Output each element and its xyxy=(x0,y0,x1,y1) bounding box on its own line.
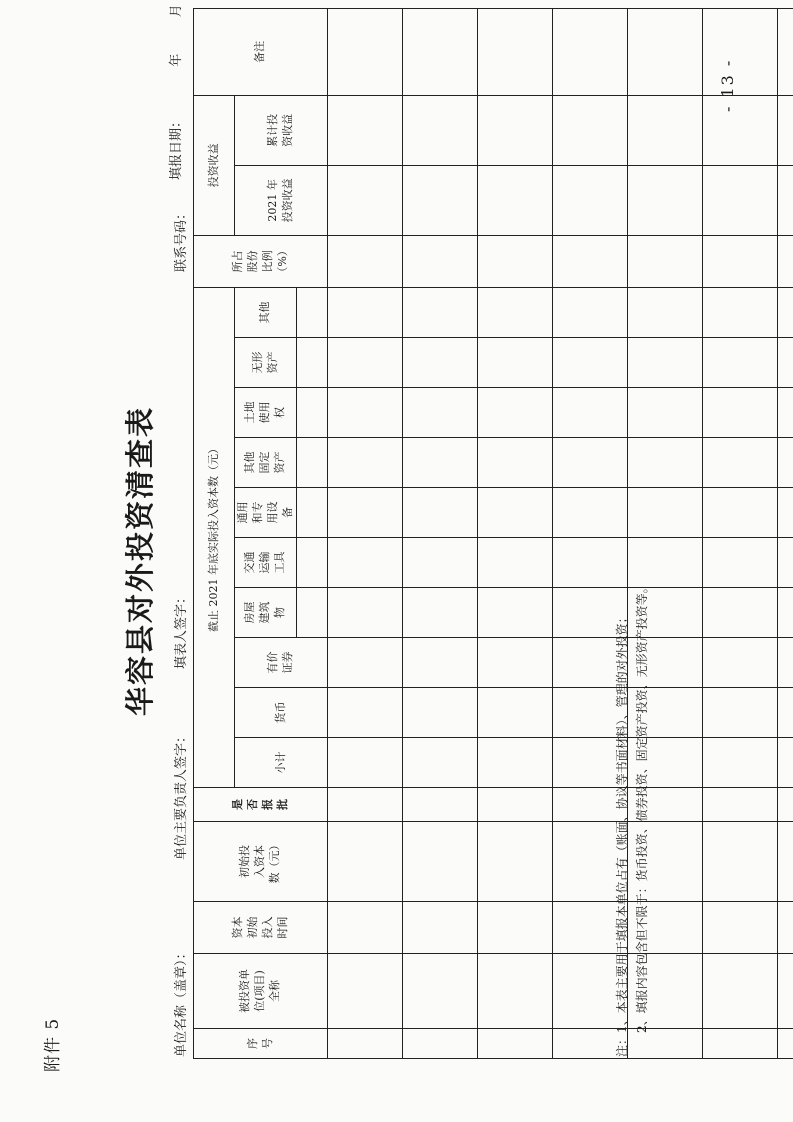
header-return-2021: 2021 年 投资收益 xyxy=(235,165,328,235)
header-land-use: 土地 使用 权 xyxy=(235,388,297,438)
table-cell[interactable] xyxy=(553,538,628,588)
table-cell[interactable] xyxy=(403,638,478,688)
header-spacer xyxy=(297,538,328,588)
table-cell[interactable] xyxy=(478,588,553,638)
table-cell[interactable] xyxy=(478,438,553,488)
table-cell[interactable] xyxy=(778,588,793,638)
table-cell[interactable] xyxy=(328,788,403,822)
table-cell[interactable] xyxy=(403,902,478,954)
table-row xyxy=(478,8,553,1058)
table-cell[interactable] xyxy=(778,488,793,538)
table-cell[interactable] xyxy=(478,165,553,235)
table-cell[interactable] xyxy=(703,902,778,954)
table-cell[interactable] xyxy=(328,1029,403,1059)
header-spacer xyxy=(297,388,328,438)
header-buildings: 房屋 建筑 物 xyxy=(235,588,297,638)
unit-name-label: 单位名称（盖章）： xyxy=(174,946,189,1057)
table-cell[interactable] xyxy=(703,1029,778,1059)
table-cell[interactable] xyxy=(628,338,703,388)
table-cell[interactable] xyxy=(553,165,628,235)
table-cell[interactable] xyxy=(778,338,793,388)
table-cell[interactable] xyxy=(328,438,403,488)
table-cell[interactable] xyxy=(628,8,703,95)
note-1: 注：1、本表主要用于填报本单位占有（账面、协议等书面材料）、管理的对外投资； xyxy=(615,611,629,1057)
header-remark: 备注 xyxy=(194,8,328,95)
table-cell[interactable] xyxy=(778,388,793,438)
header-intangible: 无形 资产 xyxy=(235,338,297,388)
table-cell[interactable] xyxy=(553,287,628,337)
table-cell[interactable] xyxy=(778,8,793,95)
table-cell[interactable] xyxy=(553,388,628,438)
table-cell[interactable] xyxy=(328,638,403,688)
header-spacer xyxy=(297,488,328,538)
table-cell[interactable] xyxy=(703,954,778,1029)
table-cell[interactable] xyxy=(403,235,478,287)
fill-date xyxy=(165,0,184,180)
table-cell[interactable] xyxy=(778,165,793,235)
header-securities: 有价 证券 xyxy=(235,638,328,688)
table-cell[interactable] xyxy=(328,588,403,638)
table-row xyxy=(403,8,478,1058)
table-cell[interactable] xyxy=(478,287,553,337)
table-cell[interactable] xyxy=(778,1029,793,1059)
table-cell[interactable] xyxy=(403,788,478,822)
header-actual-investment: 截止 2021 年底实际投入资本数（元） xyxy=(194,287,235,787)
header-seq: 序 号 xyxy=(194,1029,328,1059)
table-cell[interactable] xyxy=(403,95,478,165)
table-cell[interactable] xyxy=(778,688,793,738)
header-init-amount: 初始投 入资本 数（元） xyxy=(194,822,328,902)
fill-date-label: 填报日期： xyxy=(169,114,184,180)
page-number: - 13 - xyxy=(718,58,737,112)
month-label: 月 xyxy=(169,4,184,18)
table-cell[interactable] xyxy=(628,235,703,287)
table-cell[interactable] xyxy=(628,488,703,538)
table-cell[interactable] xyxy=(328,688,403,738)
table-cell[interactable] xyxy=(703,95,778,165)
table-cell[interactable] xyxy=(703,388,778,438)
table-cell[interactable] xyxy=(403,165,478,235)
header-spacer xyxy=(297,438,328,488)
table-cell[interactable] xyxy=(553,488,628,538)
table-cell[interactable] xyxy=(478,1029,553,1059)
table-cell[interactable] xyxy=(553,438,628,488)
page-title: 华容县对外投资清查表 xyxy=(123,406,157,717)
table-cell[interactable] xyxy=(778,738,793,788)
table-cell[interactable] xyxy=(703,438,778,488)
table-row xyxy=(328,8,403,1058)
table-cell[interactable] xyxy=(703,822,778,902)
table-cell[interactable] xyxy=(478,788,553,822)
table-cell[interactable] xyxy=(628,287,703,337)
header-subtotal: 小计 xyxy=(235,738,328,788)
contact-label: 联系号码： xyxy=(174,206,189,272)
table-cell[interactable] xyxy=(478,338,553,388)
table-cell[interactable] xyxy=(703,287,778,337)
header-spacer xyxy=(297,588,328,638)
investment-table xyxy=(193,8,793,1059)
header-init-time: 资本 初始 投入 时间 xyxy=(194,902,328,954)
table-cell[interactable] xyxy=(328,338,403,388)
table-cell[interactable] xyxy=(328,8,403,95)
table-cell[interactable] xyxy=(478,954,553,1029)
table-cell[interactable] xyxy=(403,954,478,1029)
table-cell[interactable] xyxy=(703,788,778,822)
table-cell[interactable] xyxy=(403,338,478,388)
table-cell[interactable] xyxy=(628,388,703,438)
header-spacer xyxy=(297,338,328,388)
table-cell[interactable] xyxy=(778,822,793,902)
table-cell[interactable] xyxy=(703,738,778,788)
table-cell[interactable] xyxy=(328,95,403,165)
table-cell[interactable] xyxy=(328,954,403,1029)
table-cell[interactable] xyxy=(778,788,793,822)
table-cell[interactable] xyxy=(403,8,478,95)
table-cell[interactable] xyxy=(778,954,793,1029)
table-cell[interactable] xyxy=(703,688,778,738)
principal-signature-label: 单位主要负责人签字： xyxy=(174,729,189,860)
table-cell[interactable] xyxy=(778,95,793,165)
table-cell[interactable] xyxy=(553,95,628,165)
table-cell[interactable] xyxy=(478,638,553,688)
table-cell[interactable] xyxy=(703,638,778,688)
table-cell[interactable] xyxy=(328,738,403,788)
table-cell[interactable] xyxy=(403,438,478,488)
filler-signature-label: 填表人签字： xyxy=(174,590,189,669)
table-cell[interactable] xyxy=(403,588,478,638)
table-cell[interactable] xyxy=(478,902,553,954)
table-cell[interactable] xyxy=(328,165,403,235)
header-investment-return: 投资收益 xyxy=(194,95,235,235)
table-cell[interactable] xyxy=(553,338,628,388)
table-cell[interactable] xyxy=(703,235,778,287)
table-cell[interactable] xyxy=(478,388,553,438)
table-cell[interactable] xyxy=(553,8,628,95)
header-approved: 是 否 报 批 xyxy=(194,788,328,822)
table-cell[interactable] xyxy=(703,338,778,388)
table-cell[interactable] xyxy=(778,902,793,954)
table-cell[interactable] xyxy=(478,235,553,287)
header-other: 其他 xyxy=(235,287,297,337)
table-cell[interactable] xyxy=(328,235,403,287)
table-cell[interactable] xyxy=(703,588,778,638)
table-cell[interactable] xyxy=(403,738,478,788)
table-cell[interactable] xyxy=(703,538,778,588)
table-row xyxy=(703,8,778,1058)
table-cell[interactable] xyxy=(778,538,793,588)
table-cell[interactable] xyxy=(703,165,778,235)
table-cell[interactable] xyxy=(478,822,553,902)
header-equipment: 通用 和专 用设 备 xyxy=(235,488,297,538)
table-cell[interactable] xyxy=(403,488,478,538)
table-cell[interactable] xyxy=(628,95,703,165)
table-cell[interactable] xyxy=(478,538,553,588)
table-cell[interactable] xyxy=(478,738,553,788)
header-currency: 货币 xyxy=(235,688,328,738)
table-cell[interactable] xyxy=(703,8,778,95)
table-cell[interactable] xyxy=(778,438,793,488)
header-share-ratio: 所占 股份 比例 （%） xyxy=(194,235,328,287)
note-2: 2、填报内容包含但不限于：货币投资、债券投资、固定资产投资、无形资产投资等。 xyxy=(635,581,649,1033)
table-cell[interactable] xyxy=(478,688,553,738)
table-cell[interactable] xyxy=(778,235,793,287)
year-label: 年 xyxy=(169,53,184,67)
table-cell[interactable] xyxy=(328,538,403,588)
header-transport: 交通 运输 工具 xyxy=(235,538,297,588)
table-cell[interactable] xyxy=(478,95,553,165)
table-cell[interactable] xyxy=(553,235,628,287)
table-cell[interactable] xyxy=(703,488,778,538)
table-cell[interactable] xyxy=(403,388,478,438)
table-cell[interactable] xyxy=(778,287,793,337)
table-cell[interactable] xyxy=(328,902,403,954)
table-cell[interactable] xyxy=(403,688,478,738)
header-invested-unit: 被投资单 位(项目) 全称 xyxy=(194,954,328,1029)
header-spacer xyxy=(297,287,328,337)
table-row xyxy=(778,8,793,1058)
table-cell[interactable] xyxy=(328,488,403,538)
table-cell[interactable] xyxy=(403,287,478,337)
table-cell[interactable] xyxy=(403,822,478,902)
table-cell[interactable] xyxy=(403,538,478,588)
table-cell[interactable] xyxy=(328,388,403,438)
header-other-fixed: 其他 固定 资产 xyxy=(235,438,297,488)
table-cell[interactable] xyxy=(478,8,553,95)
table-cell[interactable] xyxy=(628,538,703,588)
attachment-label: 附件 5 xyxy=(43,1017,63,1072)
table-cell[interactable] xyxy=(628,438,703,488)
table-cell[interactable] xyxy=(328,287,403,337)
header-return-cumulative: 累计投 资收益 xyxy=(235,95,328,165)
table-cell[interactable] xyxy=(328,822,403,902)
notes xyxy=(612,581,652,1057)
table-cell[interactable] xyxy=(778,638,793,688)
table-cell[interactable] xyxy=(403,1029,478,1059)
table-cell[interactable] xyxy=(628,165,703,235)
table-cell[interactable] xyxy=(478,488,553,538)
